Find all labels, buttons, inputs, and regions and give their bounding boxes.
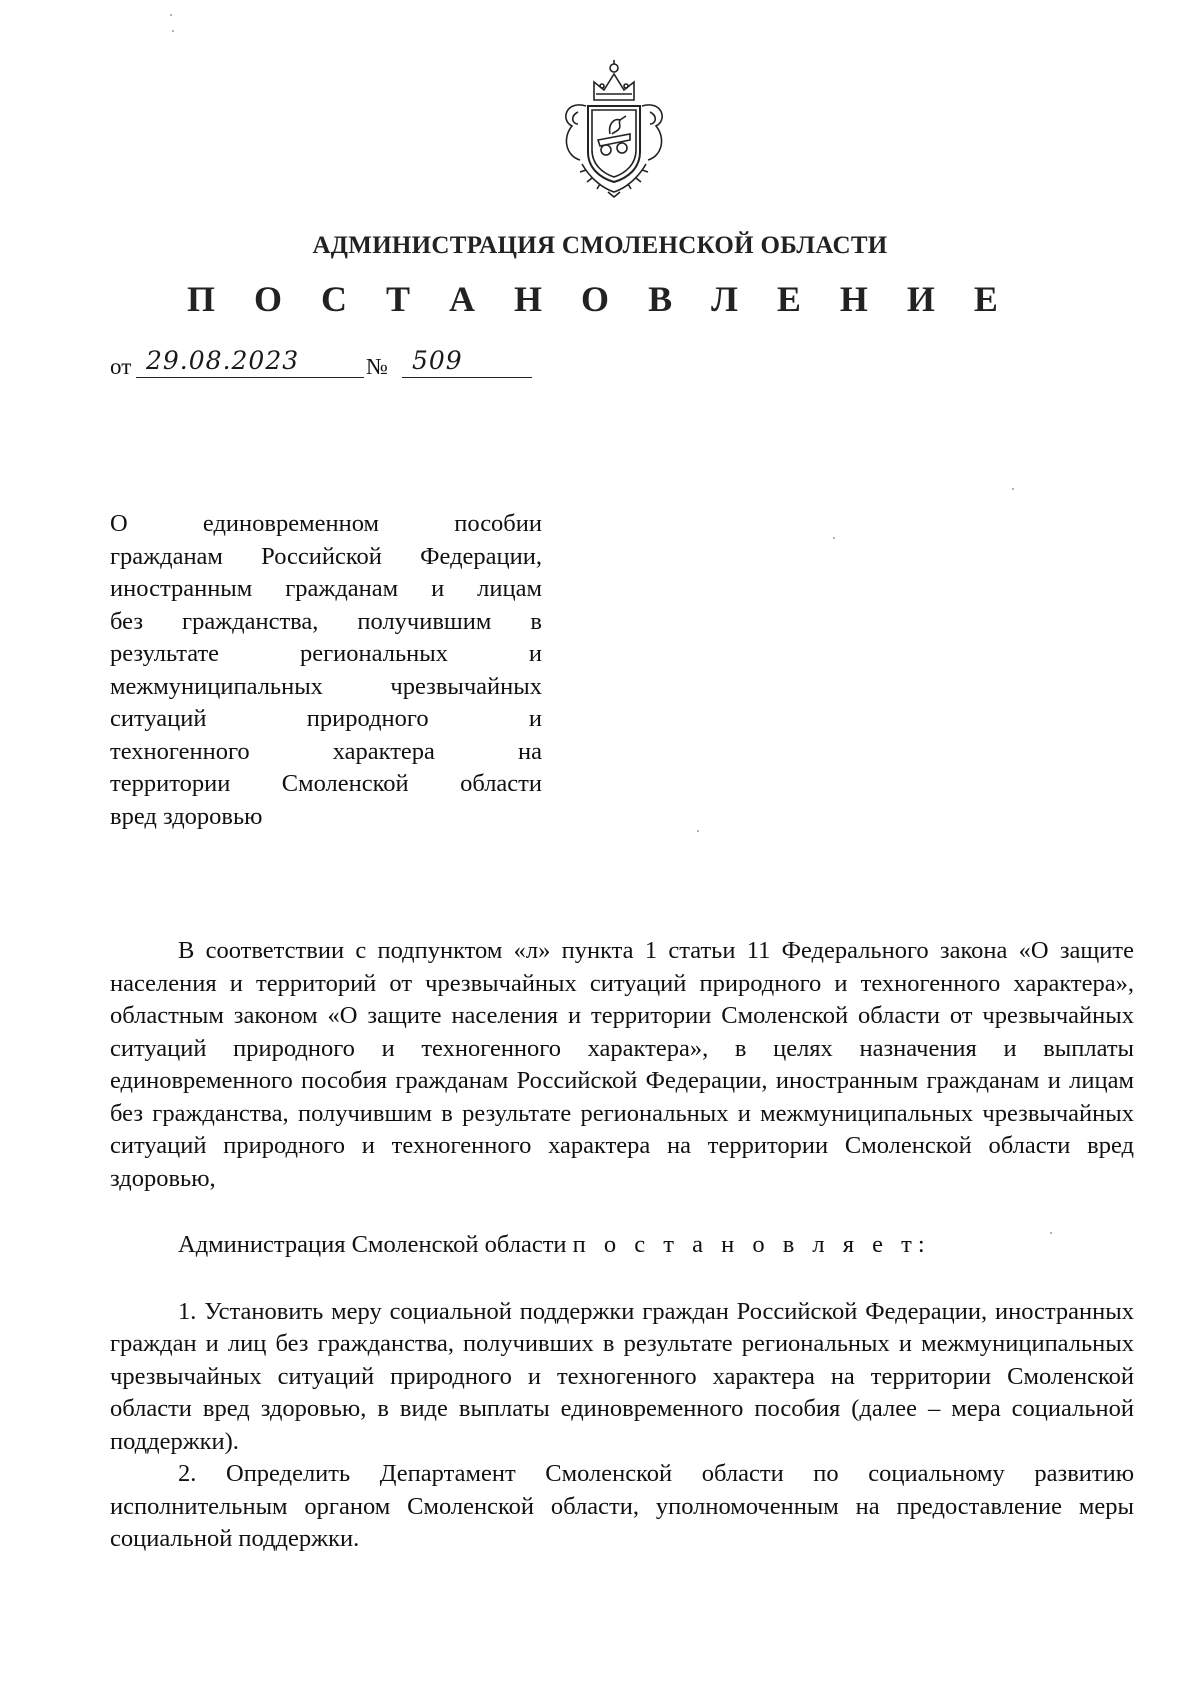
scan-speck: [833, 537, 835, 539]
number-label: №: [366, 354, 388, 379]
subject-line: О единовременном пособии: [110, 510, 542, 537]
subject-line: ситуаций природного и: [110, 705, 542, 732]
subject-line: техногенного характера на: [110, 737, 542, 765]
scan-speck: [170, 14, 172, 16]
from-label: от: [110, 354, 132, 379]
document-subject: [110, 508, 542, 833]
subject-line: территории Смоленской области: [110, 770, 542, 797]
handwritten-date: 29.08.2023: [146, 346, 300, 375]
subject-line: иностранным гражданам и лицам: [110, 575, 542, 602]
decree-verb: п о с т а н о в л я е т:: [572, 1231, 931, 1258]
subject-line: гражданам Российской Федерации,: [110, 542, 542, 570]
decree-prefix: Администрация Смоленской области: [178, 1231, 567, 1258]
document-type-title: П О С Т А Н О В Л Е Н И Е: [187, 279, 1013, 319]
organization-title: АДМИНИСТРАЦИЯ СМОЛЕНСКОЙ ОБЛАСТИ: [312, 232, 888, 259]
date-number-line: [110, 346, 530, 390]
decree-item-2: 2. Определить Департамент Смоленской области по социальному развитию исполнительным органом Смоленской области, уполномоченным на предоставление меры социальной поддержки.: [110, 1460, 1134, 1552]
preamble-paragraph: В соответствии с подпунктом «л» пункта 1 статьи 11 Федерального закона «О защите населения и территорий от чрезвычайных ситуаций природного и техногенного характера», областным законом «О защите населения и территории Смоленской области от чрезвычайных ситуаций природного и техногенного характера», в целях назначения и выплаты единовременного пособия гражданам Российской Федерации, иностранным гражданам и лицам без гражданства, получившим в результате региональных и межмуниципальных чрезвычайных ситуаций природного и техногенного характера на территории Смоленской области вред здоровью,: [110, 937, 1134, 1192]
handwritten-number: 509: [412, 346, 463, 375]
date-field: [136, 347, 364, 378]
scan-speck: [697, 830, 699, 832]
smolensk-coat-of-arms-icon: [556, 60, 672, 198]
subject-line: результате региональных и: [110, 640, 542, 667]
document-body: [110, 935, 1134, 1556]
scan-speck: [172, 30, 174, 32]
scan-speck: [1012, 488, 1014, 490]
number-field: [402, 347, 532, 378]
subject-line: межмуниципальных чрезвычайных: [110, 672, 542, 700]
subject-line: без гражданства, получившим в: [110, 607, 542, 635]
subject-line: вред здоровью: [110, 802, 263, 830]
decree-line: [110, 1229, 1134, 1262]
decree-item-1: 1. Установить меру социальной поддержки граждан Российской Федерации, иностранных граждан и лиц без гражданства, получивших в результате региональных и межмуниципальных чрезвычайных ситуаций природного и техногенного характера на территории Смоленской области вред здоровью, в виде выплаты единовременного пособия (далее – мера социальной поддержки).: [110, 1297, 1134, 1455]
